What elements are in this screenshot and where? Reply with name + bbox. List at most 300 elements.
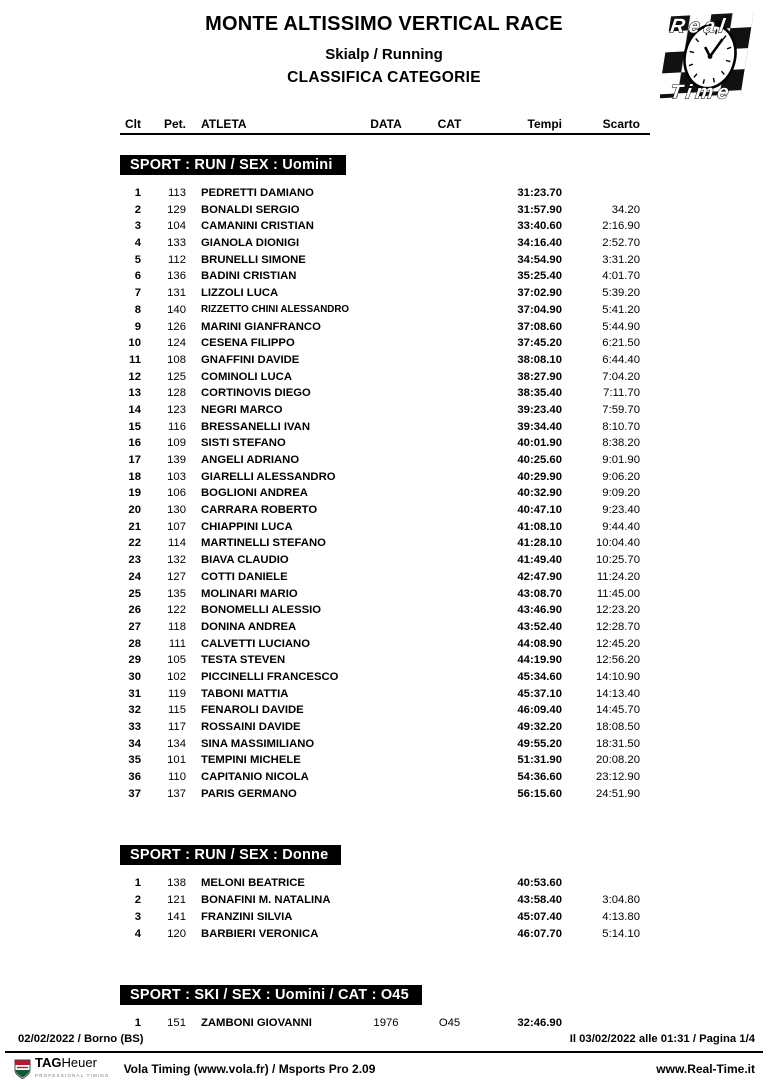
time-value: 40:25.60 bbox=[517, 454, 562, 466]
athlete-name: TABONI MATTIA bbox=[201, 687, 289, 700]
result-row bbox=[120, 719, 650, 736]
sections bbox=[120, 135, 768, 1032]
category-value bbox=[412, 719, 475, 736]
time-value: 45:07.40 bbox=[517, 910, 562, 923]
bib-number: 151 bbox=[167, 1017, 186, 1030]
gap-value: 12:23.20 bbox=[596, 604, 640, 617]
time-value: 43:58.40 bbox=[517, 894, 562, 907]
athlete-name: FENAROLI DAVIDE bbox=[201, 704, 304, 717]
gap-value: 12:28.70 bbox=[596, 620, 640, 633]
athlete-name: BRESSANELLI IVAN bbox=[201, 420, 311, 433]
result-row bbox=[120, 469, 650, 486]
event-date-location: 02/02/2022 / Borno (BS) bbox=[18, 1033, 144, 1045]
gap-value bbox=[562, 875, 640, 892]
athlete-name: SISTI STEFANO bbox=[201, 437, 286, 450]
bib-number: 104 bbox=[167, 220, 186, 233]
time-value: 46:09.40 bbox=[517, 704, 562, 717]
gap-value: 7:04.20 bbox=[602, 370, 640, 383]
time-value: 35:25.40 bbox=[517, 270, 562, 283]
footer-brand-row bbox=[5, 1054, 763, 1081]
bib-number: 139 bbox=[167, 454, 186, 466]
birth-year bbox=[360, 926, 412, 943]
result-row bbox=[120, 619, 650, 636]
section-rows bbox=[120, 1015, 650, 1032]
section-header-label: SPORT : SKI / SEX : Uomini / CAT : O45 bbox=[130, 987, 409, 1004]
rank-value: 4 bbox=[134, 237, 141, 250]
category-value bbox=[412, 535, 475, 552]
time-value: 34:54.90 bbox=[517, 253, 562, 266]
athlete-name: CALVETTI LUCIANO bbox=[201, 637, 310, 650]
athlete-name: LIZZOLI LUCA bbox=[201, 287, 279, 300]
column-header-scarto: Scarto bbox=[602, 117, 640, 131]
rank-value: 29 bbox=[128, 654, 141, 667]
time-value: 40:01.90 bbox=[517, 437, 562, 450]
column-header-data: DATA bbox=[370, 117, 402, 131]
bib-number: 108 bbox=[167, 353, 186, 366]
birth-year bbox=[360, 519, 412, 536]
result-row bbox=[120, 218, 650, 235]
rank-value: 1 bbox=[134, 1017, 141, 1030]
realtime-website: www.Real-Time.it bbox=[656, 1062, 755, 1076]
gap-value: 9:44.40 bbox=[602, 520, 640, 533]
rank-value: 15 bbox=[128, 420, 141, 433]
column-header-clt: Clt bbox=[125, 117, 141, 131]
result-row bbox=[120, 769, 650, 786]
bib-number: 119 bbox=[167, 687, 186, 700]
time-value: 41:08.10 bbox=[517, 520, 562, 533]
bib-number: 133 bbox=[167, 237, 186, 250]
rank-value: 30 bbox=[128, 670, 141, 683]
birth-year bbox=[360, 552, 412, 569]
athlete-name: BOGLIONI ANDREA bbox=[201, 487, 308, 500]
category-value bbox=[412, 702, 475, 719]
result-row bbox=[120, 202, 650, 219]
gap-value: 8:38.20 bbox=[602, 437, 640, 450]
time-value: 45:34.60 bbox=[517, 670, 562, 683]
tag-heuer-shield-icon bbox=[14, 1059, 31, 1079]
bib-number: 126 bbox=[167, 320, 186, 333]
time-value: 51:31.90 bbox=[517, 754, 562, 767]
time-value: 31:57.90 bbox=[517, 203, 562, 216]
time-value: 44:08.90 bbox=[517, 637, 562, 650]
athlete-name: MARINI GIANFRANCO bbox=[201, 320, 321, 333]
birth-year bbox=[360, 285, 412, 302]
birth-year bbox=[360, 702, 412, 719]
rank-value: 22 bbox=[128, 537, 141, 550]
athlete-name: TEMPINI MICHELE bbox=[201, 754, 301, 767]
athlete-name: CAMANINI CRISTIAN bbox=[201, 220, 314, 233]
time-value: 40:29.90 bbox=[517, 470, 562, 483]
birth-year bbox=[360, 669, 412, 686]
birth-year bbox=[360, 769, 412, 786]
gap-value bbox=[562, 185, 640, 202]
category-value bbox=[412, 586, 475, 603]
rank-value: 24 bbox=[128, 570, 141, 583]
gap-value: 14:10.90 bbox=[596, 670, 640, 683]
gap-value: 14:13.40 bbox=[596, 687, 640, 700]
rank-value: 37 bbox=[128, 787, 141, 800]
rank-value: 10 bbox=[128, 337, 141, 350]
time-value: 38:35.40 bbox=[517, 387, 562, 400]
bib-number: 116 bbox=[167, 420, 186, 433]
gap-value: 9:01.90 bbox=[602, 454, 640, 466]
rank-value: 4 bbox=[134, 927, 141, 940]
gap-value: 5:39.20 bbox=[602, 287, 640, 300]
category-value bbox=[412, 252, 475, 269]
category-section bbox=[120, 802, 768, 942]
category-value: O45 bbox=[438, 1017, 461, 1030]
rank-value: 14 bbox=[128, 403, 141, 416]
result-row bbox=[120, 702, 650, 719]
bib-number: 106 bbox=[167, 487, 186, 500]
rank-value: 1 bbox=[134, 877, 141, 890]
result-row bbox=[120, 435, 650, 452]
result-row bbox=[120, 652, 650, 669]
category-value bbox=[412, 769, 475, 786]
birth-year bbox=[360, 435, 412, 452]
result-row bbox=[120, 185, 650, 202]
category-value bbox=[412, 752, 475, 769]
result-row bbox=[120, 926, 650, 943]
realtime-logo-word-bottom: Time bbox=[668, 81, 735, 104]
bib-number: 115 bbox=[167, 704, 186, 717]
athlete-name: CAPITANIO NICOLA bbox=[201, 771, 309, 784]
athlete-name: COTTI DANIELE bbox=[201, 570, 288, 583]
gap-value: 11:24.20 bbox=[596, 570, 640, 583]
athlete-name: PICCINELLI FRANCESCO bbox=[201, 670, 339, 683]
time-value: 46:07.70 bbox=[517, 927, 562, 940]
category-value bbox=[412, 652, 475, 669]
gap-value: 14:45.70 bbox=[596, 704, 640, 717]
birth-year bbox=[360, 786, 412, 803]
category-value bbox=[412, 352, 475, 369]
result-row bbox=[120, 235, 650, 252]
birth-year bbox=[360, 369, 412, 386]
result-row bbox=[120, 752, 650, 769]
column-header-tempi: Tempi bbox=[527, 117, 562, 131]
realtime-logo bbox=[660, 8, 760, 104]
gap-value: 3:04.80 bbox=[602, 894, 640, 907]
birth-year bbox=[360, 909, 412, 926]
bib-number: 107 bbox=[167, 520, 186, 533]
athlete-name: NEGRI MARCO bbox=[201, 403, 283, 416]
category-value bbox=[412, 602, 475, 619]
bib-number: 124 bbox=[167, 337, 186, 350]
athlete-name: BIAVA CLAUDIO bbox=[201, 554, 289, 567]
gap-value: 10:25.70 bbox=[596, 554, 640, 567]
bib-number: 140 bbox=[167, 303, 186, 316]
category-value bbox=[412, 335, 475, 352]
time-value: 45:37.10 bbox=[517, 687, 562, 700]
athlete-name: SINA MASSIMILIANO bbox=[201, 737, 315, 750]
bib-number: 102 bbox=[167, 670, 186, 683]
athlete-name: FRANZINI SILVIA bbox=[201, 910, 293, 923]
bib-number: 113 bbox=[167, 187, 186, 199]
result-row bbox=[120, 319, 650, 336]
rank-value: 25 bbox=[128, 587, 141, 600]
category-value bbox=[412, 319, 475, 336]
category-value bbox=[412, 185, 475, 202]
time-value: 40:47.10 bbox=[517, 504, 562, 517]
gap-value: 9:23.40 bbox=[602, 504, 640, 517]
birth-year bbox=[360, 268, 412, 285]
rank-value: 12 bbox=[128, 370, 141, 383]
rank-value: 7 bbox=[134, 287, 141, 300]
birth-year bbox=[360, 202, 412, 219]
time-value: 41:28.10 bbox=[517, 537, 562, 550]
rank-value: 33 bbox=[128, 721, 141, 733]
gap-value: 4:01.70 bbox=[602, 270, 640, 283]
result-row bbox=[120, 552, 650, 569]
result-row bbox=[120, 909, 650, 926]
gap-value: 6:21.50 bbox=[602, 337, 640, 350]
time-value: 49:55.20 bbox=[517, 737, 562, 750]
birth-year bbox=[360, 736, 412, 753]
gap-value: 18:31.50 bbox=[596, 737, 640, 750]
rank-value: 26 bbox=[128, 604, 141, 617]
category-value bbox=[412, 786, 475, 803]
bib-number: 128 bbox=[167, 387, 186, 400]
category-value bbox=[412, 268, 475, 285]
bib-number: 135 bbox=[167, 587, 186, 600]
bib-number: 120 bbox=[167, 927, 186, 940]
tag-heuer-wordmark: TAGHeuer bbox=[35, 1054, 97, 1070]
athlete-name: PARIS GERMANO bbox=[201, 787, 297, 800]
gap-value: 5:44.90 bbox=[602, 320, 640, 333]
category-value bbox=[412, 669, 475, 686]
bib-number: 123 bbox=[167, 403, 186, 416]
gap-value: 12:45.20 bbox=[596, 637, 640, 650]
bib-number: 118 bbox=[167, 620, 186, 633]
rank-value: 36 bbox=[128, 771, 141, 784]
category-value bbox=[412, 285, 475, 302]
result-row bbox=[120, 569, 650, 586]
result-row bbox=[120, 519, 650, 536]
time-value: 37:08.60 bbox=[517, 320, 562, 333]
result-row bbox=[120, 502, 650, 519]
category-value bbox=[412, 452, 475, 469]
category-value bbox=[412, 875, 475, 892]
result-row bbox=[120, 875, 650, 892]
gap-value: 9:06.20 bbox=[602, 470, 640, 483]
result-row bbox=[120, 369, 650, 386]
time-value: 42:47.90 bbox=[517, 570, 562, 583]
result-row bbox=[120, 268, 650, 285]
rank-value: 9 bbox=[134, 320, 141, 333]
category-value bbox=[412, 892, 475, 909]
bib-number: 132 bbox=[167, 554, 186, 567]
athlete-name: CARRARA ROBERTO bbox=[201, 504, 318, 517]
rank-value: 16 bbox=[128, 437, 141, 450]
category-value bbox=[412, 302, 475, 319]
gap-value: 24:51.90 bbox=[596, 787, 640, 800]
result-row bbox=[120, 636, 650, 653]
rank-value: 27 bbox=[128, 620, 141, 633]
result-row bbox=[120, 385, 650, 402]
birth-year bbox=[360, 602, 412, 619]
category-section bbox=[120, 942, 768, 1032]
rank-value: 2 bbox=[134, 894, 141, 907]
bib-number: 129 bbox=[167, 203, 186, 216]
gap-value: 2:16.90 bbox=[602, 220, 640, 233]
bib-number: 121 bbox=[167, 894, 186, 907]
bib-number: 138 bbox=[167, 877, 186, 890]
result-row bbox=[120, 535, 650, 552]
category-value bbox=[412, 435, 475, 452]
category-value bbox=[412, 469, 475, 486]
page-title: MONTE ALTISSIMO VERTICAL RACE bbox=[205, 13, 563, 35]
birth-year bbox=[360, 686, 412, 703]
bib-number: 111 bbox=[168, 637, 186, 650]
bib-number: 114 bbox=[167, 537, 186, 550]
athlete-name: PEDRETTI DAMIANO bbox=[201, 187, 314, 199]
gap-value: 23:12.90 bbox=[596, 771, 640, 784]
rank-value: 3 bbox=[134, 220, 141, 233]
time-value: 37:45.20 bbox=[517, 337, 562, 350]
athlete-name: GNAFFINI DAVIDE bbox=[201, 353, 300, 366]
category-value bbox=[412, 636, 475, 653]
gap-value: 34.20 bbox=[611, 203, 640, 216]
time-value: 37:02.90 bbox=[517, 287, 562, 300]
birth-year bbox=[360, 892, 412, 909]
category-value bbox=[412, 552, 475, 569]
rank-value: 17 bbox=[128, 454, 141, 466]
result-row bbox=[120, 786, 650, 803]
rank-value: 13 bbox=[128, 387, 141, 400]
rank-value: 3 bbox=[134, 910, 141, 923]
rank-value: 8 bbox=[134, 303, 141, 316]
bib-number: 117 bbox=[167, 721, 186, 733]
birth-year bbox=[360, 385, 412, 402]
rank-value: 1 bbox=[134, 187, 141, 199]
category-section bbox=[120, 135, 768, 802]
birth-year bbox=[360, 652, 412, 669]
time-value: 40:32.90 bbox=[517, 487, 562, 500]
rank-value: 6 bbox=[134, 270, 141, 283]
time-value: 49:32.20 bbox=[517, 721, 562, 733]
time-value: 40:53.60 bbox=[517, 877, 562, 890]
result-row bbox=[120, 892, 650, 909]
time-value: 34:16.40 bbox=[517, 237, 562, 250]
category-value bbox=[412, 218, 475, 235]
result-row bbox=[120, 485, 650, 502]
tag-heuer-tagline: PROFESSIONAL TIMING bbox=[35, 1072, 110, 1078]
category-value bbox=[412, 485, 475, 502]
realtime-logo-graphic bbox=[660, 8, 760, 104]
birth-year bbox=[360, 485, 412, 502]
birth-year bbox=[360, 586, 412, 603]
bib-number: 136 bbox=[167, 270, 186, 283]
gap-value: 5:14.10 bbox=[602, 927, 640, 940]
section-header-label: SPORT : RUN / SEX : Uomini bbox=[130, 157, 333, 173]
rank-value: 2 bbox=[134, 203, 141, 216]
page-footer bbox=[5, 1032, 763, 1081]
athlete-name: CORTINOVIS DIEGO bbox=[201, 387, 311, 400]
column-header-cat: CAT bbox=[437, 117, 462, 131]
section-header-bar bbox=[120, 985, 422, 1005]
birth-year bbox=[360, 302, 412, 319]
bib-number: 127 bbox=[167, 570, 186, 583]
birth-year: 1976 bbox=[373, 1017, 399, 1030]
birth-year bbox=[360, 535, 412, 552]
category-value bbox=[412, 569, 475, 586]
gap-value: 8:10.70 bbox=[602, 420, 640, 433]
athlete-name: CESENA FILIPPO bbox=[201, 337, 295, 350]
tag-heuer-brand bbox=[14, 1054, 110, 1082]
athlete-name: DONINA ANDREA bbox=[201, 620, 297, 633]
category-value bbox=[412, 202, 475, 219]
time-value: 39:34.40 bbox=[517, 420, 562, 433]
page-header bbox=[0, 0, 768, 87]
section-rows bbox=[120, 875, 650, 942]
section-rows bbox=[120, 185, 650, 802]
bib-number: 103 bbox=[167, 470, 186, 483]
result-row bbox=[120, 452, 650, 469]
gap-value: 3:31.20 bbox=[602, 253, 640, 266]
birth-year bbox=[360, 402, 412, 419]
bib-number: 134 bbox=[167, 737, 186, 750]
gap-value: 10:04.40 bbox=[596, 537, 640, 550]
athlete-name: MARTINELLI STEFANO bbox=[201, 537, 326, 550]
athlete-name: TESTA STEVEN bbox=[201, 654, 286, 667]
gap-value: 20:08.20 bbox=[596, 754, 640, 767]
footer-divider bbox=[5, 1051, 763, 1053]
athlete-name: BONOMELLI ALESSIO bbox=[201, 604, 322, 617]
list-title: CLASSIFICA CATEGORIE bbox=[287, 69, 481, 86]
gap-value: 5:41.20 bbox=[602, 303, 640, 316]
birth-year bbox=[360, 502, 412, 519]
athlete-name: RIZZETTO CHINI ALESSANDRO bbox=[201, 303, 350, 315]
result-row bbox=[120, 602, 650, 619]
birth-year bbox=[360, 452, 412, 469]
gap-value: 11:45.00 bbox=[596, 587, 640, 600]
category-value bbox=[412, 502, 475, 519]
birth-year bbox=[360, 252, 412, 269]
result-row bbox=[120, 1015, 650, 1032]
bib-number: 122 bbox=[167, 604, 186, 617]
bib-number: 105 bbox=[167, 654, 186, 667]
athlete-name: MELONI BEATRICE bbox=[201, 877, 305, 890]
category-value bbox=[412, 686, 475, 703]
rank-value: 31 bbox=[128, 687, 141, 700]
athlete-name: BADINI CRISTIAN bbox=[201, 270, 297, 283]
bib-number: 109 bbox=[167, 437, 186, 450]
result-row bbox=[120, 736, 650, 753]
birth-year bbox=[360, 419, 412, 436]
category-value bbox=[412, 419, 475, 436]
result-row bbox=[120, 669, 650, 686]
athlete-name: ZAMBONI GIOVANNI bbox=[201, 1017, 312, 1030]
result-row bbox=[120, 586, 650, 603]
rank-value: 21 bbox=[128, 520, 141, 533]
category-value bbox=[412, 736, 475, 753]
rank-value: 11 bbox=[129, 353, 141, 366]
bib-number: 125 bbox=[167, 370, 186, 383]
birth-year bbox=[360, 469, 412, 486]
bib-number: 141 bbox=[167, 910, 186, 923]
category-value bbox=[412, 909, 475, 926]
rank-value: 5 bbox=[134, 253, 141, 266]
page-subtitle: Skialp / Running bbox=[325, 46, 443, 63]
rank-value: 34 bbox=[128, 737, 141, 750]
category-value bbox=[412, 926, 475, 943]
birth-year bbox=[360, 875, 412, 892]
birth-year bbox=[360, 218, 412, 235]
birth-year bbox=[360, 752, 412, 769]
time-value: 33:40.60 bbox=[517, 220, 562, 233]
category-value bbox=[412, 235, 475, 252]
birth-year bbox=[360, 235, 412, 252]
